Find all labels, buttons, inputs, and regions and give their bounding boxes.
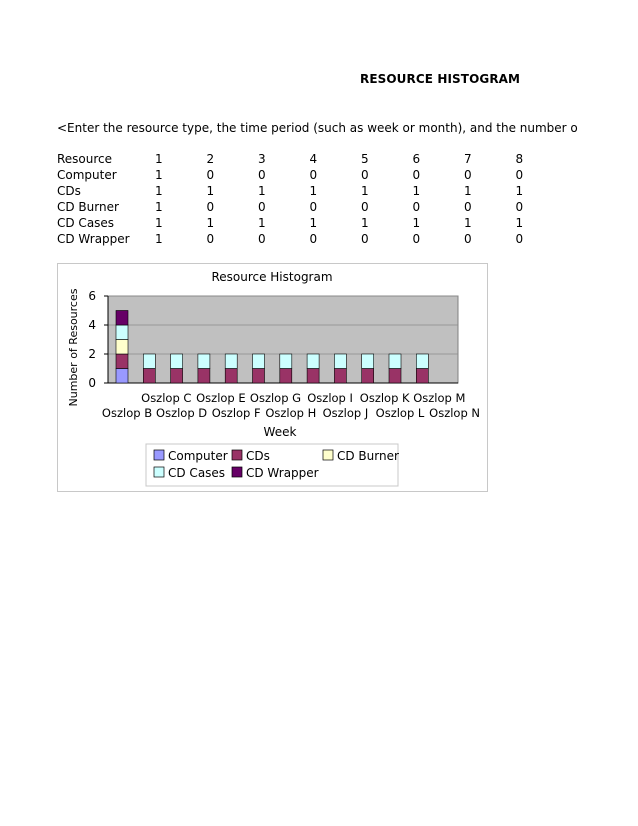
x-tick-label: Oszlop C (141, 391, 192, 405)
x-tick-label: Oszlop M (413, 391, 466, 405)
table-cell: 1 (412, 216, 421, 230)
x-tick-label: Oszlop G (249, 391, 302, 405)
table-row-label: CD Burner (57, 200, 119, 214)
table-cell: 1 (258, 184, 266, 198)
bar-segment-cds (253, 369, 265, 384)
table-cell: 0 (412, 168, 421, 182)
bar-segment-cd-cases (143, 354, 155, 369)
table-cell: 1 (464, 216, 472, 230)
chart-svg (58, 264, 487, 491)
x-tick-label: Oszlop J (322, 406, 369, 420)
table-cell: 5 (361, 152, 369, 166)
legend-label: CD Cases (168, 466, 226, 480)
table-cell: 1 (515, 184, 524, 198)
bar-segment-cds (389, 369, 401, 384)
bar-segment-cds (116, 354, 128, 369)
bar-segment-cds (198, 369, 210, 384)
table-cell: 8 (515, 152, 524, 166)
table-row-label: CD Wrapper (57, 232, 130, 246)
x-axis-label: Week (263, 425, 297, 439)
x-tick-label: Oszlop N (429, 406, 481, 420)
bar-segment-cd-cases (416, 354, 428, 369)
legend-label: Computer (168, 449, 228, 463)
table-cell: 1 (155, 184, 163, 198)
table-cell: 1 (309, 216, 318, 230)
table-row-label: Resource (57, 152, 113, 166)
bar-segment-cds (307, 369, 319, 384)
table-cell: 4 (309, 152, 318, 166)
table-cell: 2 (206, 152, 215, 166)
legend-label: CD Burner (337, 449, 399, 463)
x-tick-label: Oszlop L (375, 406, 425, 420)
table-cell: 0 (258, 232, 266, 246)
legend-swatch (232, 467, 242, 477)
table-cell: 1 (155, 232, 163, 246)
table-cell: 0 (464, 232, 472, 246)
bar-segment-cds (143, 369, 155, 384)
table-cell: 1 (464, 184, 472, 198)
table-cell: 0 (464, 200, 472, 214)
table-cell: 0 (309, 168, 318, 182)
table-cell: 1 (515, 216, 524, 230)
bar-segment-cd-cases (171, 354, 183, 369)
y-tick-label: 0 (88, 376, 96, 390)
bar-segment-cd-burner (116, 340, 128, 355)
x-tick-label: Oszlop I (307, 391, 353, 405)
x-tick-label: Oszlop B (101, 406, 153, 420)
table-cell: 1 (206, 184, 215, 198)
bar-segment-cds (362, 369, 374, 384)
bar-segment-cd-cases (253, 354, 265, 369)
table-cell: 0 (258, 200, 266, 214)
table-cell: 0 (361, 168, 369, 182)
chart-title: Resource Histogram (211, 270, 333, 284)
legend-label: CD Wrapper (246, 466, 319, 480)
table-cell: 1 (258, 216, 266, 230)
x-tick-label: Oszlop D (156, 406, 208, 420)
table-cell: 0 (412, 200, 421, 214)
table-cell: 1 (155, 216, 163, 230)
table-row (55, 183, 567, 199)
y-tick-label: 2 (88, 347, 96, 361)
resource-histogram-chart (57, 263, 488, 492)
y-tick-label: 4 (88, 318, 96, 332)
table-cell: 1 (361, 216, 369, 230)
y-tick-label: 6 (88, 289, 96, 303)
bar-segment-cd-cases (198, 354, 210, 369)
x-tick-label: Oszlop F (211, 406, 261, 420)
table-cell: 1 (361, 184, 369, 198)
table-row (55, 215, 567, 231)
table-row (55, 231, 567, 247)
bar-segment-cd-cases (389, 354, 401, 369)
table-cell: 1 (155, 168, 163, 182)
table-cell: 0 (309, 200, 318, 214)
x-tick-label: Oszlop E (196, 391, 246, 405)
table-cell: 1 (155, 152, 163, 166)
legend-swatch (154, 467, 164, 477)
table-cell: 0 (515, 168, 524, 182)
table-cell: 1 (155, 200, 163, 214)
table-cell: 3 (258, 152, 266, 166)
bar-segment-cds (416, 369, 428, 384)
table-cell: 0 (206, 200, 215, 214)
table-cell: 1 (309, 184, 318, 198)
bar-segment-cds (171, 369, 183, 384)
table-cell: 7 (464, 152, 472, 166)
x-tick-label: Oszlop K (359, 391, 410, 405)
table-row-label: CDs (57, 184, 81, 198)
table-cell: 0 (258, 168, 266, 182)
table-cell: 0 (515, 232, 524, 246)
bar-segment-cds (280, 369, 292, 384)
bar-segment-cd-cases (280, 354, 292, 369)
table-cell: 1 (412, 184, 421, 198)
page-heading: RESOURCE HISTOGRAM (360, 72, 521, 86)
x-tick-label: Oszlop H (265, 406, 317, 420)
table-cell: 0 (206, 232, 215, 246)
bar-segment-cd-cases (307, 354, 319, 369)
table-cell: 0 (464, 168, 472, 182)
table-header-row (55, 151, 567, 167)
table-cell: 0 (412, 232, 421, 246)
bar-segment-computer (116, 369, 128, 384)
legend-swatch (154, 450, 164, 460)
table-cell: 0 (206, 168, 215, 182)
table-cell: 0 (361, 200, 369, 214)
legend-swatch (232, 450, 242, 460)
table-row (55, 167, 567, 183)
bar-segment-cds (334, 369, 346, 384)
bar-segment-cd-cases (225, 354, 237, 369)
instruction-text: <Enter the resource type, the time period (such as week or month), and the number o (57, 121, 578, 135)
legend-swatch (323, 450, 333, 460)
table-cell: 0 (361, 232, 369, 246)
table-cell: 0 (515, 200, 524, 214)
table-row (55, 199, 567, 215)
y-axis-label: Number of Resources (67, 288, 80, 407)
bar-segment-cd-wrapper (116, 311, 128, 326)
bar-segment-cds (225, 369, 237, 384)
bar-segment-cd-cases (362, 354, 374, 369)
table-cell: 0 (309, 232, 318, 246)
table-cell: 1 (206, 216, 215, 230)
resource-table (55, 151, 567, 247)
bar-segment-cd-cases (334, 354, 346, 369)
bar-segment-cd-cases (116, 325, 128, 340)
legend-label: CDs (246, 449, 270, 463)
table-row-label: Computer (57, 168, 117, 182)
table-cell: 6 (412, 152, 421, 166)
table-row-label: CD Cases (57, 216, 115, 230)
